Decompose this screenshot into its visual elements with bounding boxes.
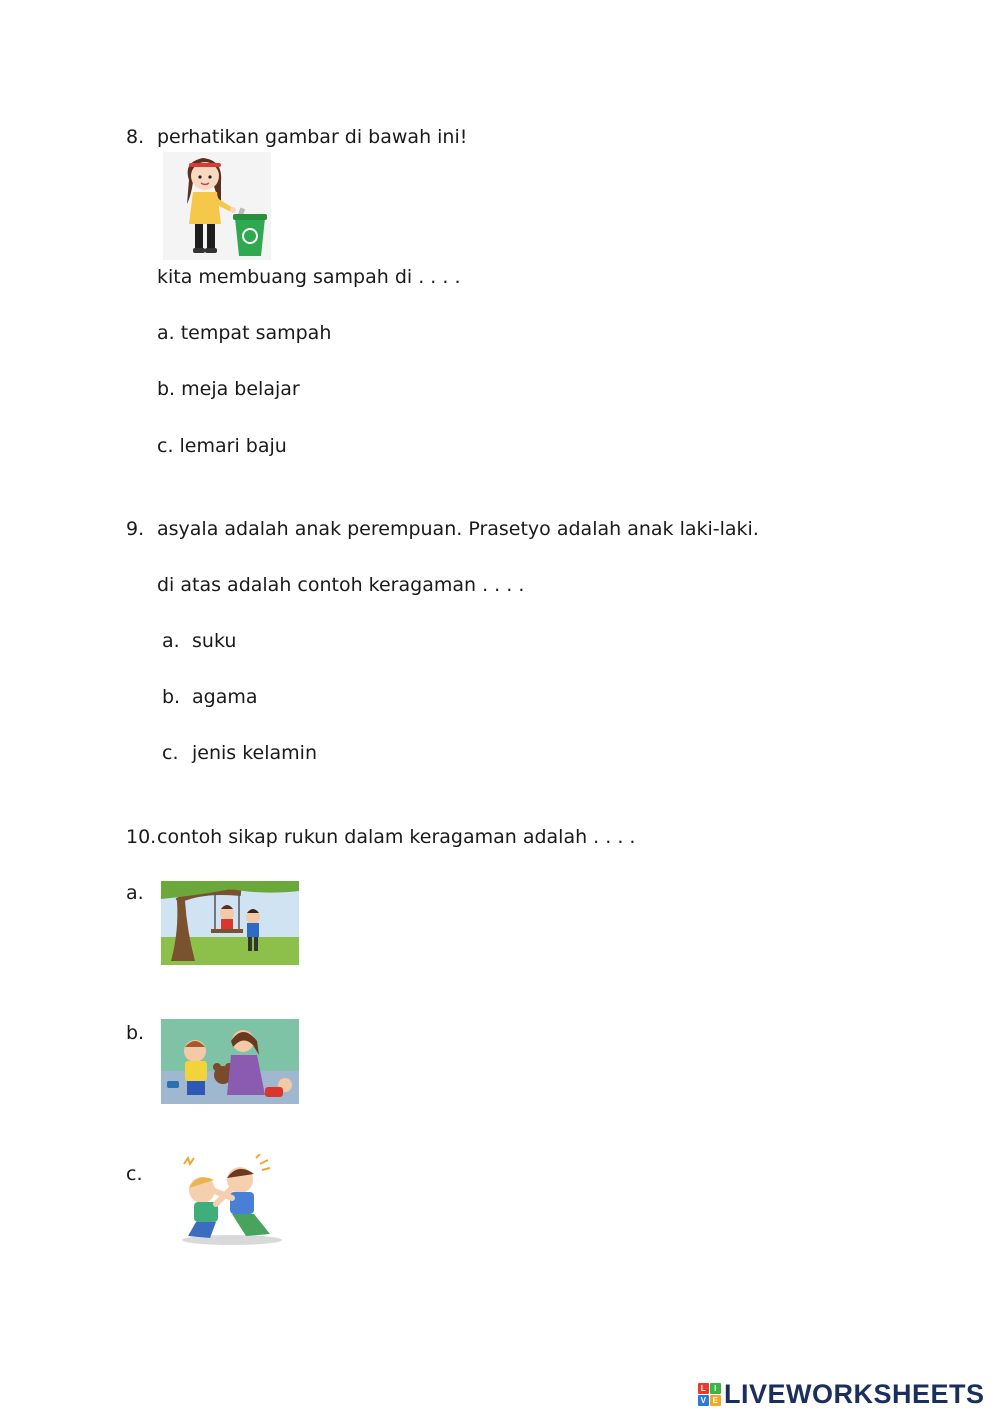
q9-option-c-letter: c. [162, 742, 179, 764]
q8-stem: kita membuang sampah di . . . . [157, 266, 461, 288]
q10-option-b-letter: b. [126, 1022, 145, 1044]
q9-option-c[interactable]: jenis kelamin [192, 742, 317, 764]
logo-letter-l: L [698, 1383, 709, 1394]
q10-option-c-letter: c. [126, 1163, 143, 1185]
q10-option-a-letter: a. [126, 882, 144, 904]
q9-option-a[interactable]: suku [192, 630, 237, 652]
boys-fighting-image[interactable] [176, 1154, 288, 1248]
q8-number: 8. [126, 126, 145, 148]
q9-option-b[interactable]: agama [192, 686, 258, 708]
logo-letter-i: I [710, 1383, 721, 1394]
children-fighting-over-toy-image[interactable] [161, 1019, 299, 1104]
girl-trash-bin-image [163, 152, 271, 260]
q10-number: 10. [126, 826, 157, 848]
logo-letter-e: E [710, 1395, 721, 1406]
liveworksheets-wordmark: LIVEWORKSHEETS [724, 1378, 985, 1409]
q9-number: 9. [126, 518, 145, 540]
q10-prompt: contoh sikap rukun dalam keragaman adalah . . . . [157, 826, 636, 848]
liveworksheets-logo-icon [698, 1383, 721, 1406]
q8-option-c[interactable]: c. lemari baju [157, 435, 287, 457]
q8-option-b[interactable]: b. meja belajar [157, 378, 300, 400]
liveworksheets-logo [698, 1378, 985, 1410]
q9-prompt: asyala adalah anak perempuan. Prasetyo adalah anak laki-laki. [157, 518, 759, 540]
logo-letter-v: V [698, 1395, 709, 1406]
q8-prompt: perhatikan gambar di bawah ini! [157, 126, 468, 148]
q9-option-b-letter: b. [162, 686, 181, 708]
q9-stem: di atas adalah contoh keragaman . . . . [157, 574, 525, 596]
children-swing-image[interactable] [161, 881, 299, 965]
q8-option-a[interactable]: a. tempat sampah [157, 322, 332, 344]
q9-option-a-letter: a. [162, 630, 180, 652]
